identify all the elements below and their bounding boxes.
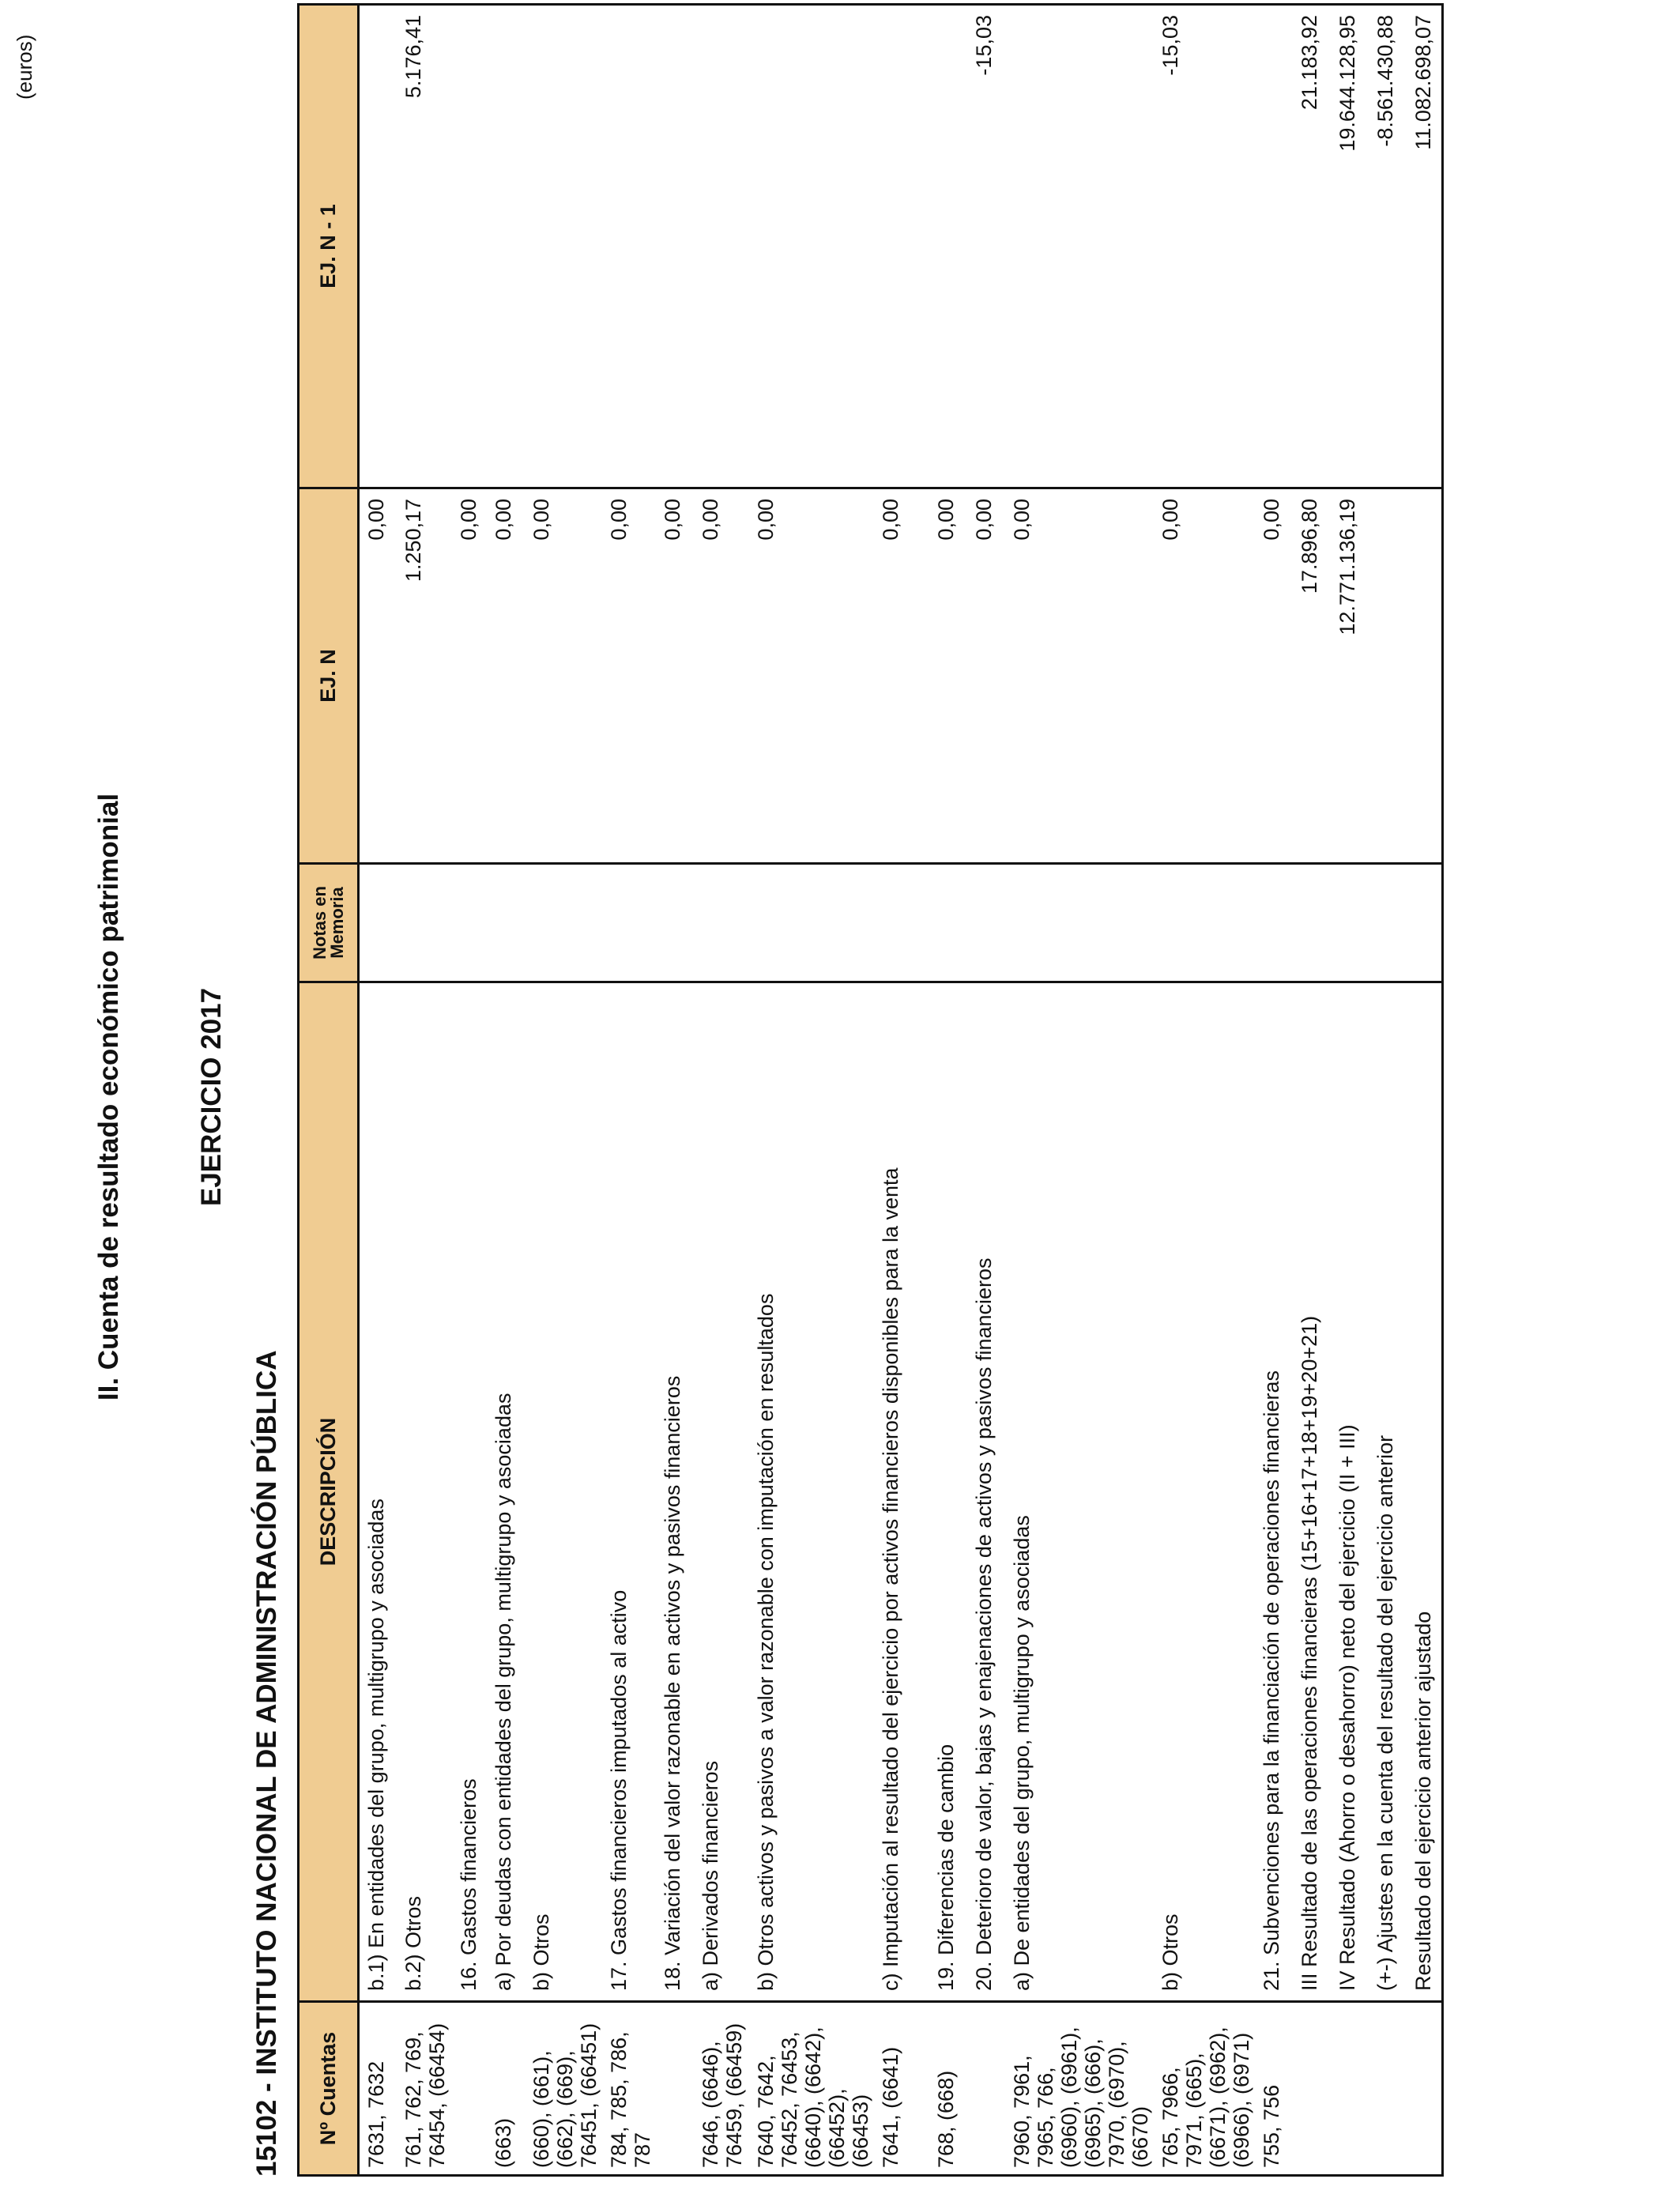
cell-previous-year — [602, 5, 656, 488]
cell-description: 19. Diferencias de cambio — [929, 982, 967, 2002]
cell-previous-year — [749, 5, 874, 488]
cell-accounts — [1369, 2002, 1407, 2176]
table-row — [525, 5, 602, 2176]
cell-description: 21. Subvenciones para la financiación de operaciones financieras — [1255, 982, 1293, 2002]
cell-current-year: 1.250,17 — [397, 488, 452, 864]
table-row — [1331, 5, 1369, 2176]
cell-accounts: 755, 756 — [1255, 2002, 1293, 2176]
header-accounts: Nº Cuentas — [299, 2002, 359, 2176]
table-row — [1005, 5, 1154, 2176]
cell-notes — [694, 864, 749, 982]
cell-description: b) Otros — [525, 982, 602, 2002]
entity-name: 15102 - INSTITUTO NACIONAL DE ADMINISTRACIÓN PÚBLICA — [251, 1350, 282, 2177]
cell-current-year: 0,00 — [602, 488, 656, 864]
table-row — [929, 5, 967, 2176]
cell-description: a) Por deudas con entidades del grupo, multigrupo y asociadas — [487, 982, 525, 2002]
cell-accounts: (660), (661), (662), (669), 76451, (66451) — [525, 2002, 602, 2176]
cell-previous-year — [487, 5, 525, 488]
cell-previous-year: 19.644.128,95 — [1331, 5, 1369, 488]
table-row — [452, 5, 487, 2176]
cell-previous-year — [1255, 5, 1293, 488]
cell-previous-year: -8.561.430,88 — [1369, 5, 1407, 488]
cell-notes — [1369, 864, 1407, 982]
cell-previous-year: 5.176,41 — [397, 5, 452, 488]
cell-notes — [967, 864, 1005, 982]
cell-previous-year — [874, 5, 929, 488]
table-row — [1154, 5, 1255, 2176]
cell-description: III Resultado de las operaciones financieras (15+16+17+18+19+20+21) — [1293, 982, 1331, 2002]
cell-current-year — [1369, 488, 1407, 864]
cell-accounts: 761, 762, 769, 76454, (66454) — [397, 2002, 452, 2176]
cell-current-year: 0,00 — [694, 488, 749, 864]
cell-current-year — [1407, 488, 1443, 864]
cell-notes — [1293, 864, 1331, 982]
cell-previous-year — [525, 5, 602, 488]
cell-notes — [656, 864, 694, 982]
cell-notes — [929, 864, 967, 982]
cell-description: IV Resultado (Ahorro o desahorro) neto del ejercicio (II + III) — [1331, 982, 1369, 2002]
table-header-row — [299, 5, 359, 2176]
cell-accounts — [452, 2002, 487, 2176]
table-row — [694, 5, 749, 2176]
cell-current-year: 0,00 — [359, 488, 397, 864]
table-row — [656, 5, 694, 2176]
cell-current-year: 0,00 — [525, 488, 602, 864]
cell-description: 16. Gastos financieros — [452, 982, 487, 2002]
table-row — [1369, 5, 1407, 2176]
table-row — [1407, 5, 1443, 2176]
cell-description: 17. Gastos financieros imputados al activo — [602, 982, 656, 2002]
cell-previous-year: 11.082.698,07 — [1407, 5, 1443, 488]
cell-accounts — [1293, 2002, 1331, 2176]
cell-current-year: 0,00 — [1255, 488, 1293, 864]
cell-current-year: 0,00 — [1154, 488, 1255, 864]
table-body — [359, 5, 1443, 2176]
cell-accounts: 7631, 7632 — [359, 2002, 397, 2176]
cell-notes — [602, 864, 656, 982]
cell-current-year: 0,00 — [452, 488, 487, 864]
cell-previous-year — [929, 5, 967, 488]
cell-previous-year: 21.183,92 — [1293, 5, 1331, 488]
table-row — [1293, 5, 1331, 2176]
results-table — [297, 3, 1444, 2177]
table-row — [602, 5, 656, 2176]
table-row — [487, 5, 525, 2176]
header-description: DESCRIPCIÓN — [299, 982, 359, 2002]
cell-accounts: 765, 7966, 7971, (665), (6671), (6962), (6966), (6971) — [1154, 2002, 1255, 2176]
header-previous-year: EJ. N - 1 — [299, 5, 359, 488]
cell-notes — [749, 864, 874, 982]
cell-notes — [1154, 864, 1255, 982]
units-label: (euros) — [13, 34, 36, 100]
table-row — [967, 5, 1005, 2176]
cell-accounts: 768, (668) — [929, 2002, 967, 2176]
cell-accounts: 7641, (6641) — [874, 2002, 929, 2176]
cell-notes — [874, 864, 929, 982]
cell-accounts: 784, 785, 786, 787 — [602, 2002, 656, 2176]
cell-previous-year — [694, 5, 749, 488]
cell-current-year: 0,00 — [487, 488, 525, 864]
cell-description: Resultado del ejercicio anterior ajustado — [1407, 982, 1443, 2002]
cell-notes — [397, 864, 452, 982]
cell-accounts — [1407, 2002, 1443, 2176]
cell-current-year: 0,00 — [749, 488, 874, 864]
table-row — [359, 5, 397, 2176]
cell-description: b) Otros activos y pasivos a valor razonable con imputación en resultados — [749, 982, 874, 2002]
cell-previous-year — [656, 5, 694, 488]
cell-accounts — [1331, 2002, 1369, 2176]
cell-current-year: 0,00 — [874, 488, 929, 864]
cell-notes — [1331, 864, 1369, 982]
cell-accounts — [656, 2002, 694, 2176]
cell-current-year: 0,00 — [1005, 488, 1154, 864]
cell-current-year: 12.771.136,19 — [1331, 488, 1369, 864]
cell-current-year: 17.896,80 — [1293, 488, 1331, 864]
cell-current-year: 0,00 — [929, 488, 967, 864]
cell-notes — [452, 864, 487, 982]
cell-accounts: 7646, (6646), 76459, (66459) — [694, 2002, 749, 2176]
cell-previous-year: -15,03 — [967, 5, 1005, 488]
cell-notes — [1255, 864, 1293, 982]
cell-accounts — [967, 2002, 1005, 2176]
table-row — [397, 5, 452, 2176]
cell-description: b) Otros — [1154, 982, 1255, 2002]
exercise-title: EJERCICIO 2017 — [196, 987, 227, 1207]
report-title: II. Cuenta de resultado económico patrimonial — [93, 793, 124, 1401]
cell-notes — [1407, 864, 1443, 982]
table-row — [1255, 5, 1293, 2176]
cell-previous-year: -15,03 — [1154, 5, 1255, 488]
cell-description: a) Derivados financieros — [694, 982, 749, 2002]
cell-description: c) Imputación al resultado del ejercicio por activos financieros disponibles para la venta — [874, 982, 929, 2002]
cell-current-year: 0,00 — [656, 488, 694, 864]
cell-notes — [487, 864, 525, 982]
header-current-year: EJ. N — [299, 488, 359, 864]
cell-description: (+-) Ajustes en la cuenta del resultado del ejercicio anterior — [1369, 982, 1407, 2002]
cell-description: a) De entidades del grupo, multigrupo y asociadas — [1005, 982, 1154, 2002]
cell-previous-year — [359, 5, 397, 488]
table-row — [874, 5, 929, 2176]
cell-description: b.1) En entidades del grupo, multigrupo y asociadas — [359, 982, 397, 2002]
cell-description: b.2) Otros — [397, 982, 452, 2002]
cell-notes — [1005, 864, 1154, 982]
cell-notes — [359, 864, 397, 982]
cell-accounts: 7640, 7642, 76452, 76453, (6640), (6642), (66452), (66453) — [749, 2002, 874, 2176]
cell-description: 20. Deterioro de valor, bajas y enajenaciones de activos y pasivos financieros — [967, 982, 1005, 2002]
cell-description: 18. Variación del valor razonable en activos y pasivos financieros — [656, 982, 694, 2002]
cell-notes — [525, 864, 602, 982]
cell-accounts: (663) — [487, 2002, 525, 2176]
header-notes: Notas en Memoria — [299, 864, 359, 982]
cell-accounts: 7960, 7961, 7965, 766, (6960), (6961), (6965), (666), 7970, (6970), (6670) — [1005, 2002, 1154, 2176]
table-row — [749, 5, 874, 2176]
cell-previous-year — [452, 5, 487, 488]
cell-current-year: 0,00 — [967, 488, 1005, 864]
cell-previous-year — [1005, 5, 1154, 488]
